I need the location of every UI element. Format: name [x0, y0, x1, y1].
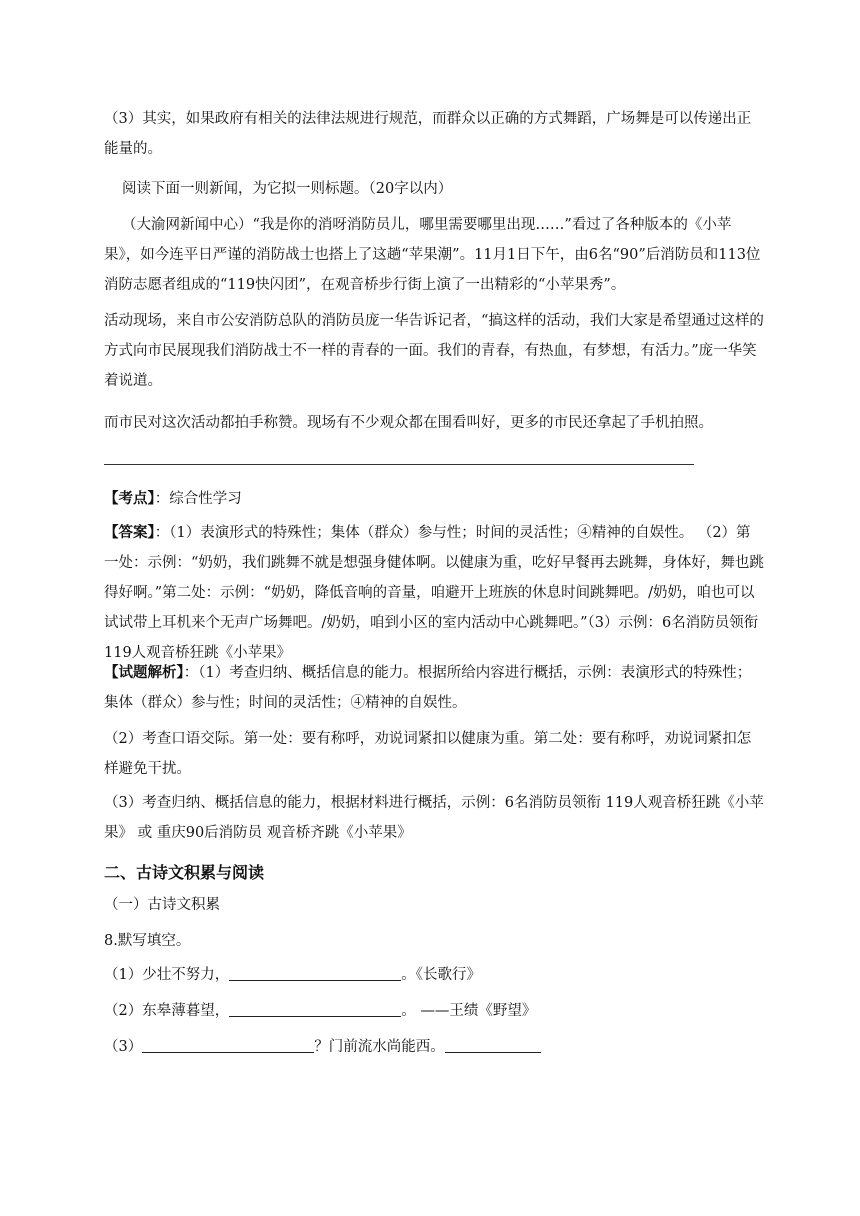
fill1-suffix: 。《长歌行》: [401, 967, 481, 983]
analysis-3: （3）考查归纳、概括信息的能力，根据材料进行概括，示例：6名消防员领衔 119人观音桥狂跳《小苹果》 或 重庆90后消防员 观音桥齐跳《小苹果》: [104, 795, 764, 841]
analysis-label: 【试题解析】: [104, 664, 184, 681]
section-heading: 二、古诗文积累与阅读: [104, 863, 265, 882]
blank-3[interactable]: [142, 1036, 314, 1053]
answer-label: 【答案】: [104, 524, 155, 541]
answer-block: [104, 518, 764, 668]
fill-blank-2: [104, 996, 764, 1026]
fill1-prefix: （1）少壮不努力，: [104, 967, 230, 983]
answer-text: ：（1）表演形式的特殊性；集体（群众）参与性；时间的灵活性；④精神的自娱性。 （2）第一处：示例：“奶奶，我们跳舞不就是想强身健体啊。以健康为重，吃好早餐再去跳舞，身体好，舞也跳得好啊。”第二处：示例：“奶奶，降低音响的音量，咱避开上班族的休息时间跳舞吧。/奶奶，咱也可以试试带上耳机来个无声广场舞吧。/奶奶，咱到小区的室内活动中心跳舞吧。”（3）示例：6名消防员领衔119人观音桥狂跳《小苹果》: [104, 525, 764, 661]
blank-1[interactable]: [229, 964, 401, 981]
kaodian-label: 【考点】: [104, 490, 155, 507]
fill2-suffix: 。 ——王绩《野望》: [401, 1003, 537, 1019]
news-paragraph-1: （大渝网新闻中心）“我是你的消呀消防员儿，哪里需要哪里出现……”看过了各种版本的《小苹果》，如今连平日严谨的消防战士也搭上了这趟“苹果潮”。11月1日下午，由6名“90”后消防员和113位消防志愿者组成的“119快闪团”，在观音桥步行街上演了一出精彩的“小苹果秀”。: [104, 217, 761, 293]
news-paragraph-3: 而市民对这次活动都拍手称赞。现场有不少观众都在围看叫好，更多的市民还拿起了手机拍照。: [104, 415, 713, 431]
answer-line: [104, 464, 694, 465]
blank-4[interactable]: [445, 1036, 541, 1053]
analysis-2: （2）考查口语交际。第一处：要有称呼，劝说词紧扣以健康为重。第二处：要有称呼，劝说词紧扣怎样避免干扰。: [104, 731, 752, 777]
subsection-heading: （一）古诗文积累: [104, 897, 220, 913]
fill-blank-3: [104, 1032, 764, 1062]
question-prompt: 阅读下面一则新闻，为它拟一则标题。（20字以内）: [122, 181, 453, 197]
kaodian-text: ：综合性学习: [154, 491, 242, 507]
kaodian-line: [104, 484, 764, 514]
blank-2[interactable]: [229, 1000, 401, 1017]
fill-blank-1: [104, 960, 764, 990]
fill3-middle: ？门前流水尚能西。: [314, 1039, 445, 1055]
analysis-text-1: ：（1）考查归纳、概括信息的能力。根据所给内容进行概括，示例：表演形式的特殊性；集体（群众）参与性；时间的灵活性；④精神的自娱性。: [104, 665, 752, 711]
fill2-prefix: （2）东皋薄暮望，: [104, 1003, 230, 1019]
analysis-1: [104, 658, 764, 718]
question-8: 8.默写填空。: [104, 933, 191, 949]
fill3-prefix: （3）: [104, 1039, 143, 1055]
paragraph-conclusion: （3）其实，如果政府有相关的法律法规进行规范，而群众以正确的方式舞蹈，广场舞是可以传递出正能量的。: [104, 111, 752, 157]
news-paragraph-2: 活动现场，来自市公安消防总队的消防员庞一华告诉记者，“搞这样的活动，我们大家是希望通过这样的方式向市民展现我们消防战士不一样的青春的一面。我们的青春，有热血，有梦想，有活力。”庞一华笑着说道。: [104, 313, 764, 389]
